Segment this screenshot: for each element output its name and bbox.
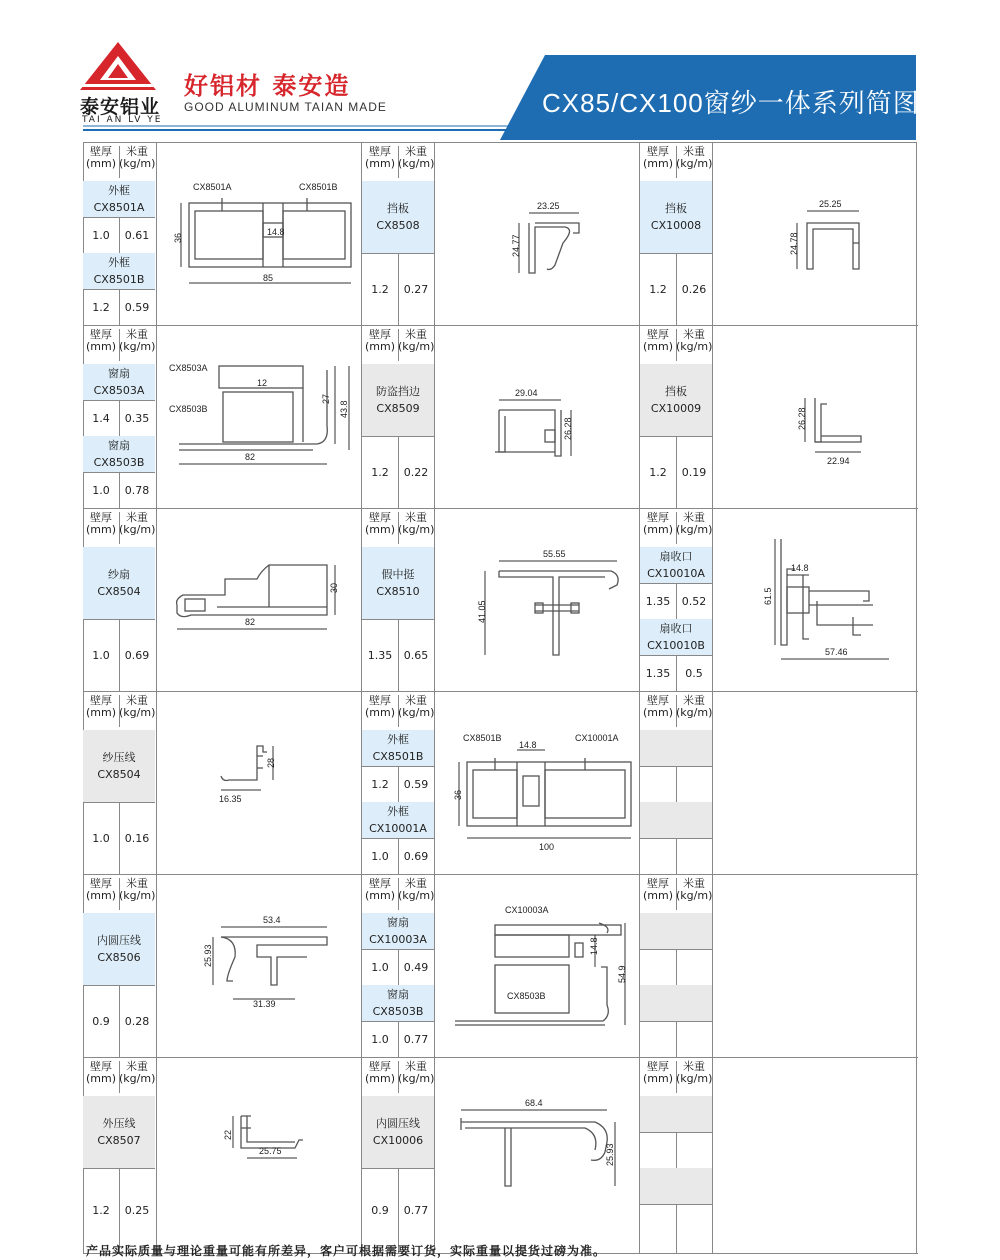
profile-values: 1.2 0.25 [83,1168,155,1253]
profile-drawing [435,1058,639,1253]
empty-cell [640,1204,712,1253]
dimension-label: 82 [245,617,256,627]
profile-name: 纱扇 CX8504 [83,547,155,620]
grid-row [84,1058,918,1254]
profile-name: 外框 CX8501A [83,181,155,218]
page-header [0,0,1000,140]
dimension-label: 54.9 [617,965,627,983]
spec-table: 壁厚 (mm) 米重 (kg/m) 外框 CX8501B 1.2 0.59 外框 CX10001A 1.0 0.69 [361,692,435,874]
spec-table: 壁厚 (mm) 米重 (kg/m) 防盗挡边 CX8509 1.2 0.22 [361,326,435,508]
profile-name: 扇收口 CX10010B [640,619,712,656]
profile-values: 1.4 0.35 [83,400,155,437]
drawing-label: CX8503B [507,991,546,1001]
dimension-label: 61.5 [763,587,773,605]
profile-grid [83,142,917,1254]
profile-name: 外框 CX8501B [83,253,155,290]
spec-table: 壁厚 (mm) 米重 (kg/m) 扇收口 CX10010A 1.35 0.52 扇收口 CX10010B 1.35 0.5 [639,509,713,691]
dimension-label: 14.8 [519,740,537,750]
dimension-label: 25.93 [203,944,213,967]
profile-drawing [713,326,917,508]
spec-table: 壁厚 (mm) 米重 (kg/m) 窗扇 CX10003A 1.0 0.49 窗扇 CX8503B 1.0 0.77 [361,875,435,1057]
profile-name: 内圆压线 CX10006 [362,1096,434,1169]
dimension-label: 14.8 [791,563,809,573]
profile-drawing [157,1058,361,1253]
dimension-label: 25.93 [605,1143,615,1166]
profile-values: 1.0 0.61 [83,217,155,254]
spec-table [83,143,157,325]
dimension-label: 12 [257,378,268,388]
spec-table: 壁厚 (mm) 米重 (kg/m) 内圆压线 CX8506 0.9 0.28 [83,875,157,1057]
spec-table: 壁厚 (mm) 米重 (kg/m) 内圆压线 CX10006 0.9 0.77 [361,1058,435,1253]
profile-name: 外框 CX8501B [362,730,434,767]
spec-table: 壁厚 (mm) 米重 (kg/m) [639,1058,713,1253]
profile-values: 1.2 0.59 [83,289,155,325]
grid-row [84,143,918,326]
drawing-label: CX8503A [169,363,208,373]
dimension-label: 68.4 [525,1098,543,1108]
dimension-label: 16.35 [219,794,242,804]
empty-cell [640,1168,712,1205]
brand-name-en: TAI AN LV YE [82,115,163,125]
slogan-cn: 好铝材 泰安造 [184,72,351,100]
profile-values: 1.2 0.59 [362,766,434,803]
empty-cell [640,802,712,839]
dimension-label: 30 [329,582,339,593]
dimension-label: 25.25 [819,199,842,209]
profile-name: 窗扇 CX10003A [362,913,434,950]
spec-table: 壁厚 (mm) 米重 (kg/m) 窗扇 CX8503A 1.4 0.35 窗扇 CX8503B 1.0 0.78 [83,326,157,508]
dimension-label: 36 [453,789,463,800]
dimension-label: 85 [263,273,274,283]
spec-table: 壁厚 (mm) 米重 (kg/m) 纱扇 CX8504 1.0 0.69 [83,509,157,691]
empty-cell [640,949,712,986]
profile-name: 窗扇 CX8503B [83,436,155,473]
drawing-label: CX10003A [505,905,549,915]
spec-table: 壁厚 (mm) 米重 (kg/m) 假中挺 CX8510 1.35 0.65 [361,509,435,691]
dimension-label: 31.39 [253,999,276,1009]
page-title: CX85/CX100窗纱一体系列简图 [542,88,920,118]
dimension-label: 22.94 [827,456,850,466]
profile-drawing [435,326,639,508]
dimension-label: 82 [245,452,256,462]
spec-table: 壁厚 (mm) 米重 (kg/m) 纱压线 CX8504 1.0 0.16 [83,692,157,874]
dimension-label: 14.8 [267,227,285,237]
empty-cell [640,985,712,1022]
empty-cell [640,1096,712,1133]
profile-values: 1.35 0.5 [640,655,712,691]
dimension-label: 100 [539,842,555,852]
spec-table: 壁厚 (mm) 米重 (kg/m) 外压线 CX8507 1.2 0.25 [83,1058,157,1253]
grid-row [84,875,918,1058]
dimension-label: 53.4 [263,915,281,925]
profile-values: 1.0 0.69 [362,838,434,874]
profile-values: 1.0 0.78 [83,472,155,508]
dimension-label: 29.04 [515,388,538,398]
dimension-label: 24.77 [511,234,521,257]
profile-values: 1.2 0.27 [362,253,434,325]
dimension-label: 28 [266,757,276,768]
profile-name: 挡板 CX10008 [640,181,712,254]
spec-table: 壁厚 (mm) 米重 (kg/m) [639,692,713,874]
empty-cell [640,1132,712,1169]
dimension-label: 43.8 [339,400,349,418]
profile-drawing [157,143,361,325]
profile-drawing [157,326,361,508]
profile-drawing [157,509,361,691]
profile-drawing [435,692,639,874]
dimension-label: 27 [321,393,331,404]
drawing-label: CX8501A [193,182,232,192]
footnote: 产品实际质量与理论重量可能有所差异，客户可根据需要订货，实际重量以提货过磅为准。 [86,1244,607,1258]
profile-values: 1.2 0.26 [640,253,712,325]
dimension-label: 14.8 [589,937,599,955]
profile-name: 内圆压线 CX8506 [83,913,155,986]
slogan-en: GOOD ALUMINUM TAIAN MADE [184,100,387,114]
dimension-label: 23.25 [537,201,560,211]
dimension-label: 36 [173,232,183,243]
profile-drawing [713,143,917,325]
profile-values: 1.35 0.65 [362,619,434,691]
profile-values: 1.0 0.77 [362,1021,434,1057]
drawing-label: CX8503B [169,404,208,414]
grid-row [84,692,918,875]
table-header: 壁厚 (mm) 米重 (kg/m) [83,143,155,182]
profile-name: 窗扇 CX8503A [83,364,155,401]
empty-cell [640,838,712,874]
profile-name: 假中挺 CX8510 [362,547,434,620]
profile-name: 外框 CX10001A [362,802,434,839]
profile-name: 外压线 CX8507 [83,1096,155,1169]
dimension-label: 24.78 [789,232,799,255]
profile-name: 扇收口 CX10010A [640,547,712,584]
drawing-label: CX10001A [575,733,619,743]
profile-name: 防盗挡边 CX8509 [362,364,434,437]
profile-name: 窗扇 CX8503B [362,985,434,1022]
dimension-label: 25.75 [259,1146,282,1156]
profile-drawing [435,875,639,1057]
dimension-label: 22 [223,1129,233,1140]
grid-row [84,509,918,692]
empty-cell [640,766,712,803]
drawing-label: CX8501B [299,182,338,192]
empty-cell [640,1021,712,1057]
profile-name: 挡板 CX8508 [362,181,434,254]
dimension-label: 26.28 [563,417,573,440]
profile-values: 1.0 0.49 [362,949,434,986]
profile-drawing [713,509,917,691]
dimension-label: 41.05 [477,600,487,623]
profile-values: 1.2 0.19 [640,436,712,508]
profile-drawing [435,509,639,691]
profile-drawing [435,143,639,325]
spec-table: 壁厚 (mm) 米重 (kg/m) [639,875,713,1057]
dimension-label: 55.55 [543,549,566,559]
profile-values: 1.35 0.52 [640,583,712,620]
brand-name-cn: 泰安铝业 [80,96,161,118]
drawing-label: CX8501B [463,733,502,743]
profile-values: 1.0 0.16 [83,802,155,874]
profile-name: 挡板 CX10009 [640,364,712,437]
empty-cell [640,730,712,767]
dimension-label: 57.46 [825,647,848,657]
profile-values: 0.9 0.77 [362,1168,434,1253]
spec-table: 壁厚 (mm) 米重 (kg/m) 挡板 CX10009 1.2 0.19 [639,326,713,508]
profile-drawing [157,692,361,874]
spec-table: 壁厚 (mm) 米重 (kg/m) 挡板 CX10008 1.2 0.26 [639,143,713,325]
profile-drawing [157,875,361,1057]
empty-cell [640,913,712,950]
profile-values: 1.2 0.22 [362,436,434,508]
profile-values: 0.9 0.28 [83,985,155,1057]
grid-row [84,326,918,509]
dimension-label: 26.28 [797,407,807,430]
profile-values: 1.0 0.69 [83,619,155,691]
spec-table: 壁厚 (mm) 米重 (kg/m) 挡板 CX8508 1.2 0.27 [361,143,435,325]
profile-name: 纱压线 CX8504 [83,730,155,803]
